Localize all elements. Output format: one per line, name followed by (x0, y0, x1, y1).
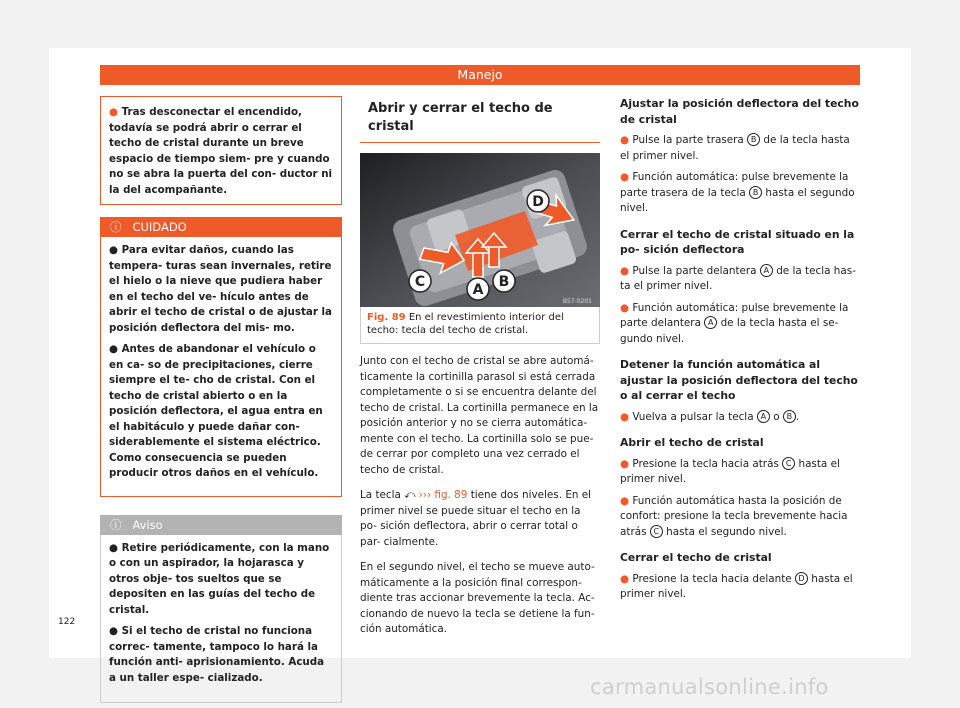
bullet-icon: ● (620, 134, 630, 146)
instruction-text: Presione la tecla hacia delante (632, 572, 792, 585)
notice-box (100, 535, 342, 704)
instruction-text: Presione la tecla hacia atrás (632, 457, 779, 470)
bullet-icon: ● (620, 572, 630, 585)
instruction-item (620, 170, 860, 217)
bullet-icon: ● (109, 106, 118, 118)
instruction-text: hasta el primer nivel. (620, 457, 840, 485)
info-icon: ⓘ (110, 517, 122, 532)
key-badge: B (747, 133, 760, 146)
caution-header (100, 217, 342, 237)
instruction-text: . (795, 410, 800, 423)
instruction-item (620, 410, 860, 426)
subsection-title: Detener la función automática al ajustar la posición deflectora del techo o al cerrar el techo (620, 358, 858, 402)
paragraph-2-start: La tecla (360, 489, 401, 501)
instruction-text: Vuelva a pulsar la tecla (632, 410, 754, 423)
notice-item-text: Si el techo de cristal no funciona correc- tamente, tampoco lo hará la función anti- aprisionamiento. Acuda a un taller espe- cializado. (109, 625, 325, 684)
bullet-icon: ● (620, 264, 630, 277)
key-badge: A (757, 410, 770, 423)
section-title: Abrir y cerrar el techo de cristal (360, 96, 600, 143)
figure-label-b: B (498, 274, 510, 290)
instruction-text: hasta el primer nivel. (620, 572, 853, 600)
caution-title: CUIDADO (132, 220, 187, 234)
notice-item-text: Retire periódicamente, con la mano o con un aspirador, la hojarasca y otros obje- tos sueltos que se depositen en las guías del techo de cristal. (109, 541, 330, 616)
key-badge: C (650, 525, 663, 538)
chapter-header: Manejo (100, 65, 860, 85)
instruction-item (620, 457, 860, 488)
instruction-text: Función automática: pulse brevemente la parte trasera de la tecla (620, 171, 849, 199)
notice-title: Aviso (132, 517, 163, 532)
figure-caption-label: Fig. 89 (367, 312, 406, 323)
figure-label-a: A (472, 282, 484, 298)
notice-item: ● Si el techo de cristal no funciona correc- tamente, tampoco lo hará la función anti- aprisionamiento. Acuda a un taller espe- cializado. (109, 625, 325, 684)
roof-switch-illustration (360, 153, 600, 307)
notice-item: ● Retire periódicamente, con la mano o con un aspirador, la hojarasca y otros obje- tos sueltos que se depositen en las guías del techo de cristal. (109, 541, 330, 616)
key-badge: D (795, 572, 808, 585)
subsection-title: Ajustar la posición deflectora del techo de cristal (620, 97, 859, 126)
page-number: 122 (58, 617, 76, 627)
bullet-icon: ● (620, 171, 630, 183)
key-badge: A (704, 316, 717, 329)
paragraph-1: Junto con el techo de cristal se abre automá- ticamente la cortinilla parasol si está cerrada completamente o si se encuentra delante del techo de cristal. La cortinilla permanece en la posición anterior y no se cierra automática- mente con el techo. La cortinilla solo se pue- de cerrar por completo una vez cerrado el techo de cristal. (360, 355, 599, 476)
caution-item: ● Antes de abandonar el vehículo o en ca- so de precipitaciones, cierre siempre el te- cho de cristal. Con el techo de cristal abierto o en la posición deflectora, el agua entra en el habitáculo y puede dañar con- siderablemente el sistema eléctrico. Como consecuencia se pueden producir otros daños en el vehículo. (109, 343, 323, 479)
figure-caption-text: En el revestimiento interior del techo: tecla del techo de cristal. (367, 312, 564, 336)
instruction-item (620, 572, 860, 603)
instruction-text: o (773, 410, 780, 423)
intro-warning-box (100, 96, 342, 205)
bullet-icon: ● (620, 301, 630, 314)
caution-icon: ⓘ (110, 220, 122, 234)
subsection-title: Abrir el techo de cristal (620, 436, 764, 449)
instruction-text: de la tecla hasta el primer nivel. (620, 134, 850, 162)
instruction-item (620, 264, 860, 295)
instruction-text: hasta el segundo nivel. (666, 525, 787, 538)
right-column (620, 96, 860, 603)
key-badge: B (749, 186, 762, 199)
instruction-text: de la tecla has- ta el primer nivel. (620, 264, 856, 292)
watermark: carmanualsonline.info (590, 675, 829, 699)
paragraph-2-end: tiene dos niveles. En el primer nivel se puede situar el techo en la po- sición deflectora, abrir o cerrar total o par- cialmente. (360, 489, 592, 548)
subsection-title: Cerrar el techo de cristal (620, 551, 772, 564)
instruction-text: Pulse la parte trasera (632, 134, 744, 146)
paragraph-3: En el segundo nivel, el techo se mueve auto- máticamente a la posición final correspon- diente tras accionar brevemente la tecla. Ac- cionando de nuevo la tecla se detiene la fun- ción automática. (360, 561, 595, 635)
figure-code: B57-0201 (562, 298, 592, 305)
figure-link[interactable]: fig. 89 (434, 489, 468, 501)
middle-column (360, 96, 600, 638)
instruction-item (620, 301, 860, 348)
figure-roof-switch (360, 153, 600, 307)
cross-ref-arrows: ››› (418, 489, 432, 501)
instruction-item (620, 133, 860, 164)
caution-item-text: Antes de abandonar el vehículo o en ca- so de precipitaciones, cierre siempre el te- cho de cristal. Con el techo de cristal abierto o en la posición deflectora, el agua entra en el habitáculo y puede dañar con- siderablemente el sistema eléctrico. Como consecuencia se pueden producir otros daños en el vehículo. (109, 343, 323, 479)
key-badge: A (760, 264, 773, 277)
key-badge: B (783, 410, 796, 423)
bullet-icon: ● (620, 494, 630, 507)
bullet-icon: ● (620, 457, 630, 470)
roof-key-icon: ⤺ (404, 489, 416, 501)
key-badge: C (782, 457, 795, 470)
bullet-icon: ● (620, 410, 630, 423)
figure-label-c: C (414, 274, 426, 290)
left-column (100, 96, 342, 703)
paragraph-2 (360, 488, 600, 550)
subsection-title: Cerrar el techo de cristal situado en la po- sición deflectora (620, 227, 855, 256)
caution-item-text: Para evitar daños, cuando las tempera- turas sean invernales, retire el hielo o la nieve que pudiera haber en el techo del ve- hículo antes de abrir el techo de cristal o de ajustar la posición deflectora del mis- mo. (109, 244, 332, 334)
instruction-text: de la tecla hasta el se- gundo nivel. (620, 317, 839, 345)
caution-item: ● Para evitar daños, cuando las tempera- turas sean invernales, retire el hielo o la nieve que pudiera haber en el techo del ve- hículo antes de abrir el techo de cristal o de ajustar la posición deflectora del mis- mo. (109, 244, 332, 334)
instruction-text: hasta el segundo nivel. (620, 186, 855, 214)
caution-box (100, 237, 342, 497)
figure-caption (360, 307, 600, 344)
instruction-text: Función automática: pulse brevemente la parte delantera (620, 301, 849, 329)
intro-warning-text: Tras desconectar el encendido, todavía se podrá abrir o cerrar el techo de cristal durante un breve espacio de tiempo siem- pre y cuando no se abra la puerta del con- ductor ni la del acompañante. (109, 106, 333, 196)
notice-header (100, 515, 342, 535)
figure-label-d: D (532, 194, 544, 210)
instruction-text: Pulse la parte delantera (632, 264, 757, 277)
instruction-item (620, 494, 860, 541)
instruction-text: Función automática hasta la posición de confort: presione la tecla brevemente hacia atrás (620, 494, 848, 538)
